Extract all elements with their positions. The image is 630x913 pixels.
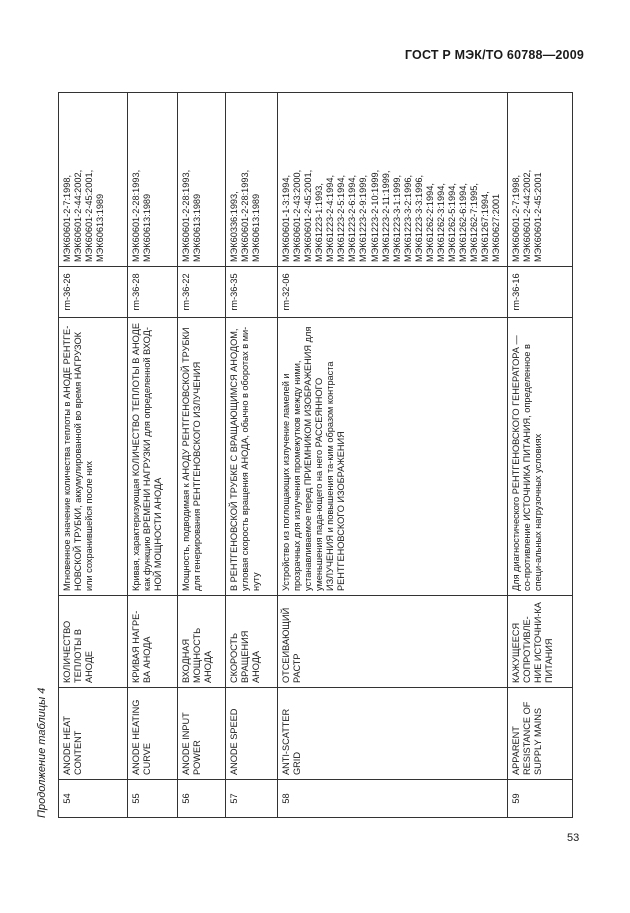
reference-line: МЭК60613:1989 <box>95 193 106 262</box>
terms-table-body <box>59 93 573 818</box>
term-code: rm-36-35 <box>225 267 278 318</box>
document-standard-header: ГОСТ Р МЭК/ТО 60788—2009 <box>404 48 584 62</box>
term-code: rm-32-06 <box>278 267 508 318</box>
table-row <box>59 93 128 818</box>
term-definition: Кривая, характеризующая КОЛИЧЕСТВО ТЕПЛОТЫ В АНОДЕ как функцию ВРЕМЕНИ НАГРУЗКИ для определенной ВХОД-НОЙ МОЩНОСТИ АНОДА <box>127 318 178 596</box>
term-definition: Мгновенное значение количества теплоты в АНОДЕ РЕНТГЕ-НОВСКОЙ ТРУБКИ, аккумулированной во время НАГРУЗОК или сохранившейся после них <box>59 318 128 596</box>
rotated-table-wrapper <box>58 93 573 818</box>
term-definition: Устройство из поглощающих излучение ламелей и прозрачных для излучения промежутков между ними, устанавливаемое перед ПРИЕМНИКОМ ИЗОБРАЖЕНИЯ для уменьшения пада-ющего на него РАССЕЯННОГО ИЗЛУЧЕНИЯ и повышения та-ким образом контраста РЕНТГЕНОВСКОГО ИЗОБРАЖЕНИЯ <box>278 318 508 596</box>
term-russian: СКОРОСТЬ ВРАЩЕНИЯ АНОДА <box>225 596 278 688</box>
reference-line: МЭК60601-2-45:2001, <box>303 169 314 262</box>
reference-line: МЭК60601-2-7:1998, <box>511 174 522 262</box>
reference-line: МЭК61223-2-9:1999, <box>358 174 369 262</box>
term-number: 55 <box>127 780 178 818</box>
reference-line: МЭК61262-5:1994, <box>446 183 457 262</box>
table-row <box>127 93 178 818</box>
reference-line: МЭК61262-2:1994, <box>424 183 435 262</box>
reference-line: МЭК60336:1993, <box>228 191 239 262</box>
term-code: rm-36-16 <box>508 267 573 318</box>
term-english: ANTI-SCATTER GRID <box>278 688 508 780</box>
reference-line: МЭК61223-3-1:1999, <box>391 174 402 262</box>
term-number: 57 <box>225 780 278 818</box>
term-definition: Для диагностического РЕНТГЕНОВСКОГО ГЕНЕРАТОРА — со-противление ИСТОЧНИКА ПИТАНИЯ, определенное в специ-альных нагрузочных условиях <box>508 318 573 596</box>
term-english: APPARENT RESISTANCE OF SUPPLY MAINS <box>508 688 573 780</box>
term-russian: КАЖУЩЕЕСЯ СОПРОТИВЛЕ-НИЕ ИСТОЧНИ-КА ПИТАНИЯ <box>508 596 573 688</box>
term-number: 56 <box>178 780 225 818</box>
term-english: ANODE INPUT POWER <box>178 688 225 780</box>
reference-line: МЭК60601-2-28:1993, <box>239 169 250 262</box>
reference-line: МЭК60601-1-3:1994, <box>281 174 292 262</box>
term-code: rm-36-28 <box>127 267 178 318</box>
reference-line: МЭК61262-3:1994, <box>435 183 446 262</box>
reference-line: МЭК61267:1994, <box>479 191 490 262</box>
term-references <box>178 93 225 267</box>
reference-line: МЭК60601-2-45:2001, <box>84 169 95 262</box>
reference-line: МЭК60613:1989 <box>250 193 261 262</box>
term-english: ANODE HEATING CURVE <box>127 688 178 780</box>
term-russian: ВХОДНАЯ МОЩНОСТЬ АНОДА <box>178 596 225 688</box>
page-number: 53 <box>567 832 580 844</box>
reference-line: МЭК61223-2-5:1994, <box>336 174 347 262</box>
reference-line: МЭК61223-2-6:1994, <box>347 174 358 262</box>
term-references <box>508 93 573 267</box>
reference-line: МЭК61223-3-3:1996, <box>413 174 424 262</box>
reference-line: МЭК61223-3-2:1996, <box>402 174 413 262</box>
term-english: ANODE HEAT CONTENT <box>59 688 128 780</box>
reference-line: МЭК61223-2-4:1994, <box>325 174 336 262</box>
reference-line: МЭК61223-2-11:1999, <box>380 170 391 262</box>
reference-line: МЭК60627:2001 <box>490 193 501 262</box>
reference-line: МЭК60601-2-43:2000, <box>292 169 303 262</box>
term-code: rm-36-26 <box>59 267 128 318</box>
reference-line: МЭК60601-2-44:2002, <box>73 169 84 262</box>
term-references <box>278 93 508 267</box>
term-number: 58 <box>278 780 508 818</box>
term-russian: КРИВАЯ НАГРЕ-ВА АНОДА <box>127 596 178 688</box>
reference-line: МЭК60613:1989 <box>141 193 152 262</box>
reference-line: МЭК61262-6:1994, <box>457 183 468 262</box>
term-english: ANODE SPEED <box>225 688 278 780</box>
reference-line: МЭК60601-2-28:1993, <box>130 169 141 262</box>
reference-line: МЭК61223-2-10:1999, <box>369 169 380 262</box>
reference-line: МЭК60613:1989 <box>192 193 203 262</box>
reference-line: МЭК60601-2-28:1993, <box>181 169 192 262</box>
terms-table <box>58 92 573 818</box>
term-russian: КОЛИЧЕСТВО ТЕПЛОТЫ В АНОДЕ <box>59 596 128 688</box>
reference-line: МЭК61262-7:1995, <box>468 183 479 262</box>
table-row <box>178 93 225 818</box>
table-row <box>278 93 508 818</box>
reference-line: МЭК60601-2-7:1998, <box>62 174 72 262</box>
term-references <box>225 93 278 267</box>
table-row <box>508 93 573 818</box>
term-russian: ОТСЕИВАЮЩИЙ РАСТР <box>278 596 508 688</box>
table-continuation-caption: Продолжение таблицы 4 <box>36 687 48 818</box>
term-definition: В РЕНТГЕНОВСКОЙ ТРУБКЕ С ВРАЩАЮЩИМСЯ АНОДОМ, угловая скорость вращения АНОДА, обычно в оборотах в ми-нуту <box>225 318 278 596</box>
term-definition: Мощность, подводимая к АНОДУ РЕНТГЕНОВСКОЙ ТРУБКИ для генерирования РЕНТГЕНОВСКОГО ИЗЛУЧЕНИЯ <box>178 318 225 596</box>
table-row <box>225 93 278 818</box>
term-number: 54 <box>59 780 128 818</box>
term-references <box>59 93 128 267</box>
term-code: rm-36-22 <box>178 267 225 318</box>
term-number: 59 <box>508 780 573 818</box>
reference-line: МЭК60601-2-45:2001 <box>533 172 544 262</box>
term-references <box>127 93 178 267</box>
reference-line: МЭК61223-1:1993, <box>314 183 325 262</box>
reference-line: МЭК60601-2-44:2002, <box>522 169 533 262</box>
